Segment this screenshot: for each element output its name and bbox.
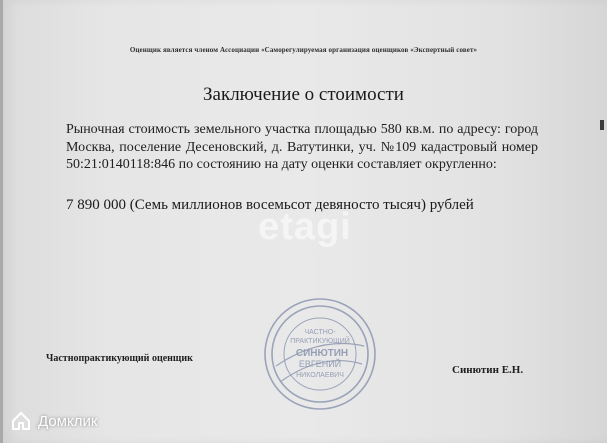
watermark: etagi [258, 206, 352, 248]
valuation-body: Рыночная стоимость земельного участка площадью 580 кв.м. по адресу: город Москва, поселение Десеновский, д. Ватутинки, уч. №109 кадастровый номер 50:21:0140118:846 по состоянию на дату оценки составляет округленно: [66, 122, 538, 172]
seal-line-5: НИКОЛАЕВИЧ [296, 372, 344, 379]
sheet-left-edge [0, 0, 3, 443]
appraiser-name: Синютин Е.Н. [452, 364, 524, 376]
header-note: Оценщик является членом Ассоциации «Саморегулируемая организация оценщиков «Экспертный совет» [129, 46, 478, 54]
seal-line-3: СИНЮТИН [295, 348, 349, 359]
seal-line-4: ЕВГЕНИЙ [298, 359, 342, 369]
seal-stamp [262, 296, 378, 412]
seal-line-2: ПРАКТИКУЮЩИЙ [290, 338, 350, 345]
binder-clip-mark [600, 120, 604, 130]
valuation-amount: 7 890 000 (Семь миллионов восемьсот девяносто тысяч) рублей [66, 197, 474, 213]
document-title: Заключение о стоимости [203, 84, 404, 105]
seal-line-1: ЧАСТНО- [304, 329, 336, 336]
house-icon [10, 410, 32, 432]
appraiser-role: Частнопрактикующий оценщик [46, 353, 193, 364]
brand-watermark [10, 408, 97, 434]
brand-label: Домклик [38, 412, 98, 430]
